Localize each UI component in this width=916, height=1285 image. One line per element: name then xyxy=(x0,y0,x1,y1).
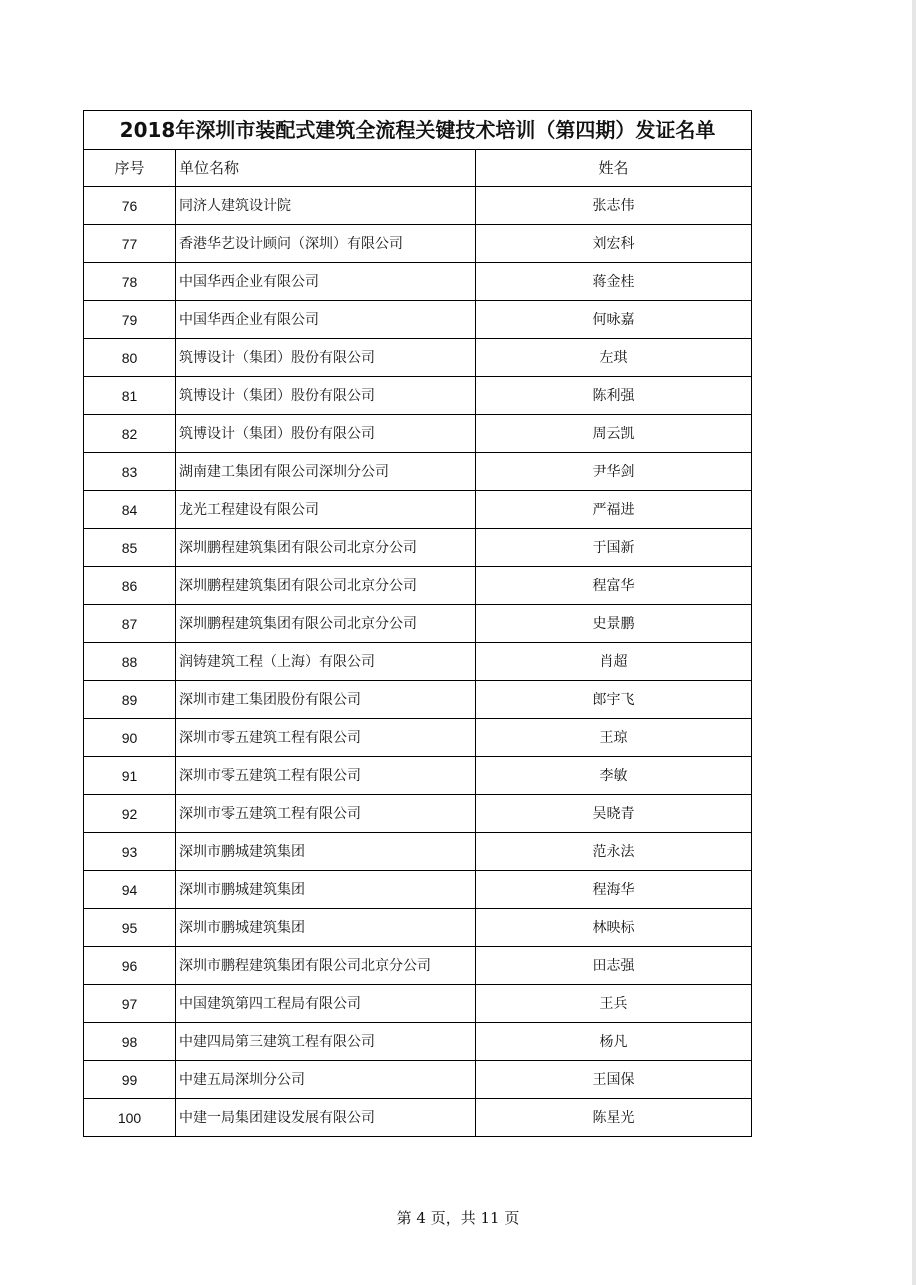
cell-unit: 筑博设计（集团）股份有限公司 xyxy=(176,339,476,377)
table-row xyxy=(84,871,752,909)
cell-no: 84 xyxy=(84,491,176,529)
cell-unit: 湖南建工集团有限公司深圳分公司 xyxy=(176,453,476,491)
cell-name: 郎宇飞 xyxy=(476,681,752,719)
cell-no: 98 xyxy=(84,1023,176,1061)
table-row xyxy=(84,985,752,1023)
cell-name: 林映标 xyxy=(476,909,752,947)
cell-name: 左琪 xyxy=(476,339,752,377)
cell-name: 杨凡 xyxy=(476,1023,752,1061)
cell-unit: 深圳市鹏城建筑集团 xyxy=(176,909,476,947)
table-row xyxy=(84,643,752,681)
cell-unit: 润铸建筑工程（上海）有限公司 xyxy=(176,643,476,681)
cell-unit: 筑博设计（集团）股份有限公司 xyxy=(176,415,476,453)
cell-no: 79 xyxy=(84,301,176,339)
cell-unit: 筑博设计（集团）股份有限公司 xyxy=(176,377,476,415)
table-row xyxy=(84,377,752,415)
table-row xyxy=(84,681,752,719)
cell-no: 78 xyxy=(84,263,176,301)
cell-no: 76 xyxy=(84,187,176,225)
cell-name: 于国新 xyxy=(476,529,752,567)
cell-no: 94 xyxy=(84,871,176,909)
cell-no: 95 xyxy=(84,909,176,947)
cell-no: 83 xyxy=(84,453,176,491)
cell-name: 田志强 xyxy=(476,947,752,985)
cell-name: 范永法 xyxy=(476,833,752,871)
table-row xyxy=(84,529,752,567)
header-name: 姓名 xyxy=(476,150,752,187)
cell-no: 99 xyxy=(84,1061,176,1099)
cell-unit: 深圳市零五建筑工程有限公司 xyxy=(176,795,476,833)
cell-name: 张志伟 xyxy=(476,187,752,225)
table-row xyxy=(84,757,752,795)
cell-unit: 中建五局深圳分公司 xyxy=(176,1061,476,1099)
cell-unit: 中建四局第三建筑工程有限公司 xyxy=(176,1023,476,1061)
cell-no: 88 xyxy=(84,643,176,681)
table-row xyxy=(84,263,752,301)
table-row xyxy=(84,1023,752,1061)
cell-unit: 中国建筑第四工程局有限公司 xyxy=(176,985,476,1023)
certificate-table xyxy=(83,110,752,1137)
cell-name: 刘宏科 xyxy=(476,225,752,263)
cell-name: 何咏嘉 xyxy=(476,301,752,339)
table-row xyxy=(84,909,752,947)
document-title: 2018年深圳市装配式建筑全流程关键技术培训（第四期）发证名单 xyxy=(84,111,752,150)
cell-no: 96 xyxy=(84,947,176,985)
cell-no: 85 xyxy=(84,529,176,567)
cell-name: 王国保 xyxy=(476,1061,752,1099)
cell-name: 周云凯 xyxy=(476,415,752,453)
cell-name: 程海华 xyxy=(476,871,752,909)
cell-no: 97 xyxy=(84,985,176,1023)
cell-unit: 深圳市零五建筑工程有限公司 xyxy=(176,719,476,757)
cell-no: 77 xyxy=(84,225,176,263)
cell-unit: 深圳鹏程建筑集团有限公司北京分公司 xyxy=(176,605,476,643)
cell-unit: 同济人建筑设计院 xyxy=(176,187,476,225)
table-body xyxy=(84,187,752,1137)
cell-no: 86 xyxy=(84,567,176,605)
cell-unit: 深圳市鹏程建筑集团有限公司北京分公司 xyxy=(176,947,476,985)
cell-name: 李敏 xyxy=(476,757,752,795)
cell-no: 92 xyxy=(84,795,176,833)
cell-no: 82 xyxy=(84,415,176,453)
cell-name: 尹华剑 xyxy=(476,453,752,491)
cell-no: 81 xyxy=(84,377,176,415)
cell-unit: 中建一局集团建设发展有限公司 xyxy=(176,1099,476,1137)
table-row xyxy=(84,301,752,339)
table-row xyxy=(84,1061,752,1099)
page-footer: 第 4 页，共 11 页 xyxy=(396,1209,520,1227)
cell-unit: 深圳市鹏城建筑集团 xyxy=(176,833,476,871)
cell-name: 陈星光 xyxy=(476,1099,752,1137)
cell-unit: 深圳市鹏城建筑集团 xyxy=(176,871,476,909)
cell-unit: 香港华艺设计顾问（深圳）有限公司 xyxy=(176,225,476,263)
table-row xyxy=(84,1099,752,1137)
table-row xyxy=(84,453,752,491)
cell-unit: 深圳市零五建筑工程有限公司 xyxy=(176,757,476,795)
cell-name: 吴晓青 xyxy=(476,795,752,833)
cell-name: 严福进 xyxy=(476,491,752,529)
table-row xyxy=(84,833,752,871)
cell-name: 陈利强 xyxy=(476,377,752,415)
page-edge xyxy=(912,0,916,1285)
cell-name: 蒋金桂 xyxy=(476,263,752,301)
table-row xyxy=(84,947,752,985)
table-row xyxy=(84,567,752,605)
cell-unit: 中国华西企业有限公司 xyxy=(176,263,476,301)
table-row xyxy=(84,339,752,377)
table-row xyxy=(84,605,752,643)
table-row xyxy=(84,795,752,833)
table-row xyxy=(84,415,752,453)
cell-no: 91 xyxy=(84,757,176,795)
cell-no: 87 xyxy=(84,605,176,643)
cell-no: 93 xyxy=(84,833,176,871)
table-header-row xyxy=(84,150,752,187)
cell-no: 100 xyxy=(84,1099,176,1137)
cell-unit: 深圳鹏程建筑集团有限公司北京分公司 xyxy=(176,567,476,605)
cell-unit: 深圳市建工集团股份有限公司 xyxy=(176,681,476,719)
cell-name: 王兵 xyxy=(476,985,752,1023)
certificate-list xyxy=(83,110,751,1137)
cell-unit: 中国华西企业有限公司 xyxy=(176,301,476,339)
cell-no: 90 xyxy=(84,719,176,757)
cell-unit: 龙光工程建设有限公司 xyxy=(176,491,476,529)
cell-name: 程富华 xyxy=(476,567,752,605)
header-no: 序号 xyxy=(84,150,176,187)
cell-no: 89 xyxy=(84,681,176,719)
header-unit: 单位名称 xyxy=(176,150,476,187)
cell-no: 80 xyxy=(84,339,176,377)
cell-name: 史景鹏 xyxy=(476,605,752,643)
table-row xyxy=(84,225,752,263)
cell-name: 肖超 xyxy=(476,643,752,681)
cell-name: 王琼 xyxy=(476,719,752,757)
table-row xyxy=(84,491,752,529)
cell-unit: 深圳鹏程建筑集团有限公司北京分公司 xyxy=(176,529,476,567)
table-row xyxy=(84,719,752,757)
table-row xyxy=(84,187,752,225)
